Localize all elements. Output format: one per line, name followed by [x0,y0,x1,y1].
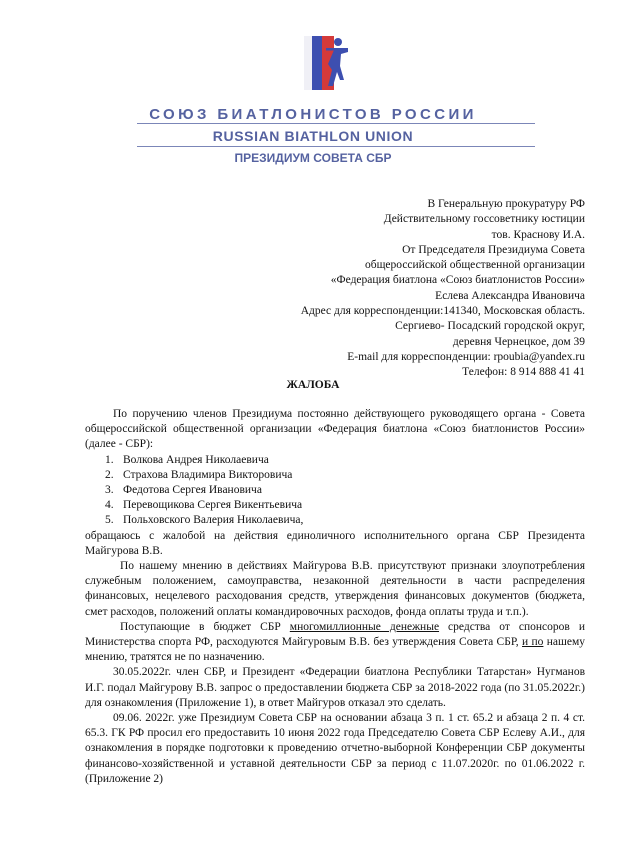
address-line: E-mail для корреспонденции: rpoubia@yandex.ru [347,350,585,363]
text-fragment: средства от спонсоров и Министерства спорта РФ, расходуются Майгуровым В.В. без утверждения Совета СБР, [85,620,585,649]
list-number: 1. [105,453,114,466]
list-item [105,453,585,468]
member-name: Польховского Валерия Николаевича, [123,514,304,527]
org-name-ru: СОЮЗ БИАТЛОНИСТОВ РОССИИ [149,106,477,123]
address-block [225,197,585,381]
address-line: «Федерация биатлона «Союз биатлонистов России» [330,274,585,287]
address-line: Сергиево- Посадский городской округ, [395,320,585,333]
text-fragment: нашему мнению, тратятся не по назначению. [85,636,586,664]
appeal-paragraph: обращаюсь с жалобой на действия единоличного исполнительного органа СБР Президента Майгурова В.В. [85,529,585,557]
document-body [85,407,585,787]
opinion-paragraph: По нашему мнению в действиях Майгурова В.В. присутствуют признаки злоупотребления служебным положением, самоуправства, незаконной деятельности в части распределения финансовых, нецелевого расходования средств, утверждения финансовых документов (бюджета, смет расходов, положений оплаты командировочных расходов, фонда оплаты труда и т.п.). [85,560,585,618]
budget-paragraph [85,620,585,666]
address-line: Еслева Александра Ивановича [435,289,585,302]
address-line: От Председателя Президиума Совета [402,243,585,256]
list-number: 3. [105,484,114,497]
presidium-request-paragraph: 09.06. 2022г. уже Президиум Совета СБР на основании абзаца 3 п. 1 ст. 65.2 и абзаца 2 п. 4 ст. 65.3. ГК РФ просил его предоставить 10 июня 2022 года Председателю Совета СБР Еслеву А.И., для ознакомления в порядке подготовки к проведению отчетно-выборной Конференции СБР документы финансово-хозяйственной и уставной деятельности СБР за период с 11.07.2020г. по 01.06.2022 г. (Приложение 2) [85,712,585,785]
address-line: Адрес для корреспонденции:141340, Московская область. [300,305,585,318]
list-item [105,468,585,483]
header-divider [137,146,535,147]
header-divider [137,123,535,124]
intro-paragraph: По поручению членов Президиума постоянно действующего руководящего органа - Совета общероссийской общественной организации «Федерация биатлона «Союз биатлонистов России» (далее - СБР): [85,408,585,451]
request-paragraph: 30.05.2022г. член СБР, и Президент «Федерации биатлона Республики Татарстан» Нугманов И.Г. подал Майгурову В.В. запрос о предоставлении бюджета СБР за 2018-2022 года (по 31.05.2022г.) для ознакомления (Приложение 1), в ответ Майгуров отказал это сделать. [85,666,585,709]
member-name: Страхова Владимира Викторовича [123,468,293,481]
list-number: 2. [105,468,114,481]
org-name-en: RUSSIAN BIATHLON UNION [212,128,414,144]
list-item [105,513,585,528]
member-name: Федотова Сергея Ивановича [123,484,262,497]
address-line: Действительному госсоветнику юстиции [383,213,585,226]
underlined-fragment: многомиллионные денежные [289,620,440,633]
list-number: 4. [105,499,114,512]
address-line: В Генеральную прокуратуру РФ [427,198,585,210]
text-fragment: Поступающие в бюджет СБР [120,620,290,633]
member-name: Волкова Андрея Николаевича [123,453,269,466]
member-name: Перевощикова Сергея Викентьевича [123,499,303,512]
underlined-fragment: и по [522,636,544,649]
address-line: Телефон: 8 914 888 41 41 [462,366,585,379]
address-line: общероссийской общественной организации [364,259,585,272]
presidium-title: ПРЕЗИДИУМ СОВЕТА СБР [234,151,392,165]
members-list [105,453,585,529]
list-item [105,498,585,513]
list-item [105,483,585,498]
biathlon-union-logo [304,30,350,92]
address-line: деревня Чернецкое, дом 39 [452,335,585,348]
address-line: тов. Краснову И.А. [491,228,585,241]
document-title: ЖАЛОБА [286,379,340,391]
list-number: 5. [105,514,114,527]
